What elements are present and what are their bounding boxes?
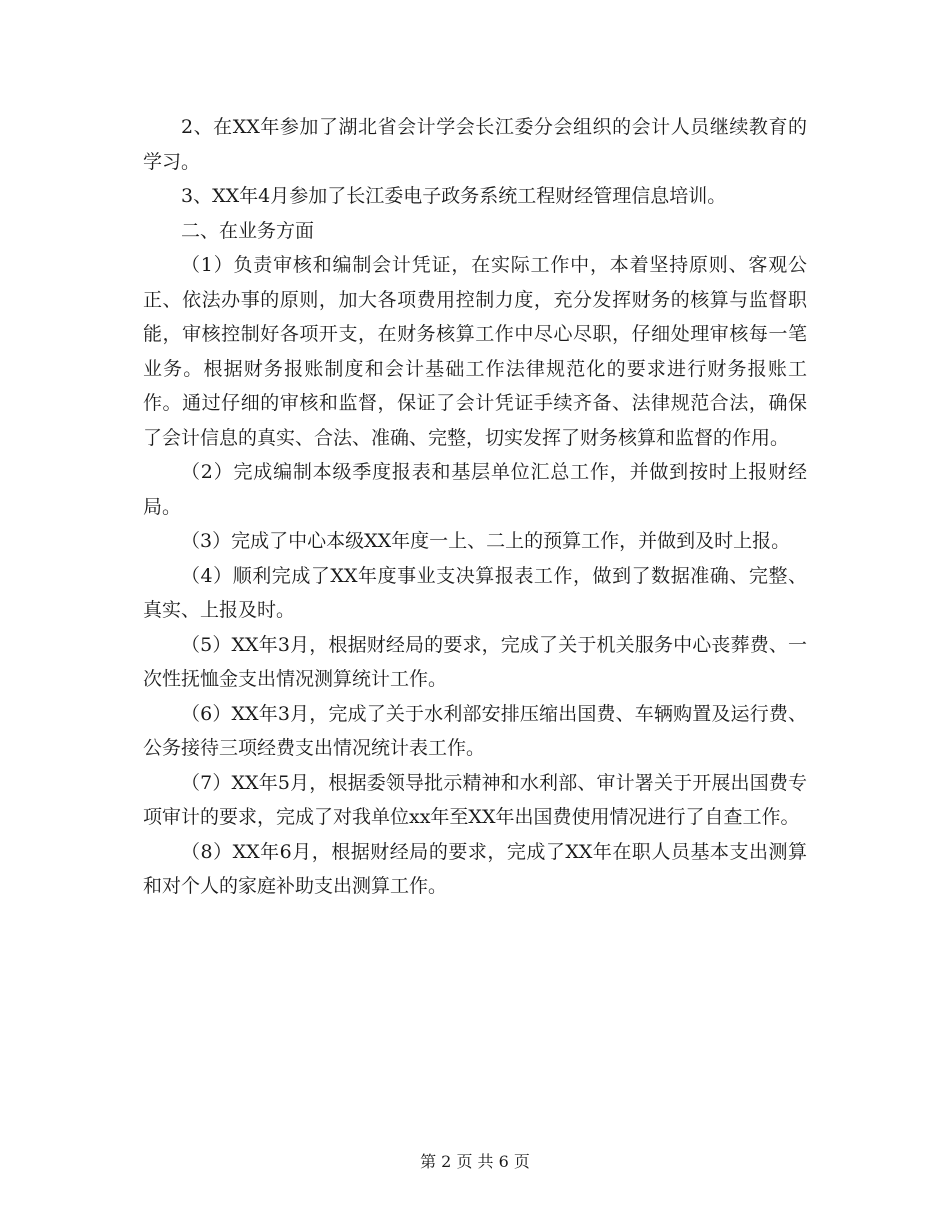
paragraph-item-7: （7）XX年5月，根据委领导批示精神和水利部、审计署关于开展出国费专项审计的要求，完成了对我单位xx年至XX年出国费使用情况进行了自查工作。: [143, 771, 807, 828]
section-heading-business: 二、在业务方面: [181, 219, 315, 242]
paragraph-item-4: （4）顺利完成了XX年度事业支决算报表工作，做到了数据准确、完整、真实、上报及时。: [143, 564, 807, 621]
paragraph-item-2: （2）完成编制本级季度报表和基层单位汇总工作，并做到按时上报财经局。: [143, 461, 807, 518]
document-body: [143, 110, 807, 904]
paragraph-item-8: （8）XX年6月，根据财经局的要求，完成了XX年在职人员基本支出测算和对个人的家庭补助支出测算工作。: [143, 840, 807, 897]
page-number-footer: 第 2 页 共 6 页: [420, 1152, 530, 1171]
paragraph-training: 3、XX年4月参加了长江委电子政务系统工程财经管理信息培训。: [181, 185, 727, 207]
paragraph-item-5: （5）XX年3月，根据财经局的要求，完成了关于机关服务中心丧葬费、一次性抚恤金支出情况测算统计工作。: [143, 633, 807, 690]
paragraph-item-1: （1）负责审核和编制会计凭证，在实际工作中，本着坚持原则、客观公正、依法办事的原则，加大各项费用控制力度，充分发挥财务的核算与监督职能，审核控制好各项开支，在财务核算工作中尽心尽职，仔细处理审核每一笔业务。根据财务报账制度和会计基础工作法律规范化的要求进行财务报账工作。通过仔细的审核和监督，保证了会计凭证手续齐备、法律规范合法，确保了会计信息的真实、合法、准确、完整，切实发挥了财务核算和监督的作用。: [143, 254, 807, 449]
paragraph-item-6: （6）XX年3月，完成了关于水利部安排压缩出国费、车辆购置及运行费、公务接待三项经费支出情况统计表工作。: [143, 702, 807, 759]
paragraph-continuing-education: 2、在XX年参加了湖北省会计学会长江委分会组织的会计人员继续教育的学习。: [143, 116, 807, 173]
paragraph-item-3: （3）完成了中心本级XX年度一上、二上的预算工作，并做到及时上报。: [181, 530, 791, 552]
